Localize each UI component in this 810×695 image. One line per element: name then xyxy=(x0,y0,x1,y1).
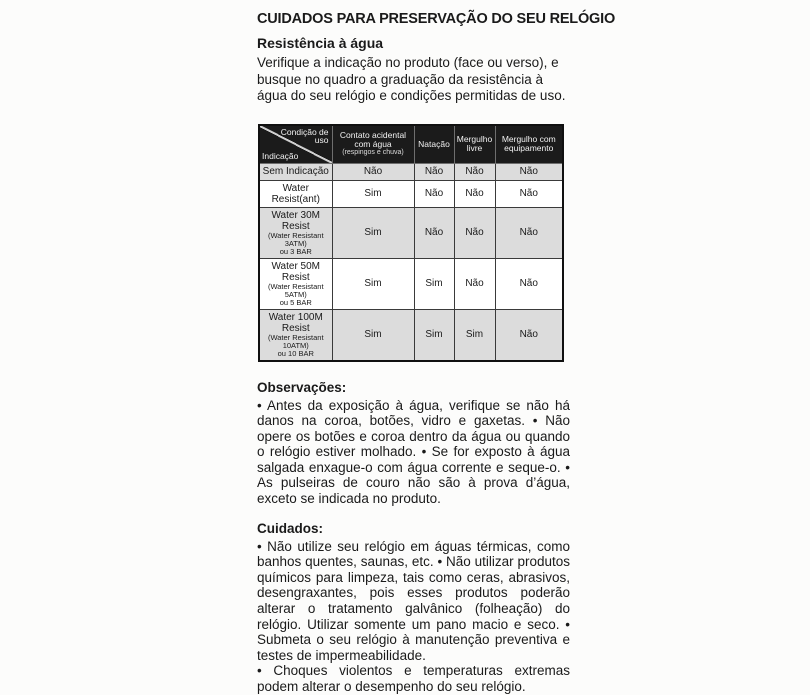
row-label-cell xyxy=(259,180,332,207)
column-header-label: Mergulho livre xyxy=(456,134,493,153)
table-cell: Não xyxy=(332,163,414,180)
table-cell: Não xyxy=(414,163,454,180)
column-header-contato-acidental xyxy=(332,125,414,164)
document-content xyxy=(257,10,616,695)
table-row-water-50m xyxy=(259,258,563,309)
table-cell: Não xyxy=(414,207,454,258)
section-heading-water-resistance: Resistência à água xyxy=(257,35,384,51)
table-cell: Não xyxy=(495,258,563,309)
table-cell: Sim xyxy=(454,309,495,361)
row-sublabel: ou 5 BAR xyxy=(279,297,312,307)
row-label-cell xyxy=(259,163,332,180)
table-cell: Sim xyxy=(414,258,454,309)
row-sublabel: (Water Resistant 10ATM) xyxy=(267,332,324,350)
table-header-row xyxy=(259,125,563,164)
table-cell: Sim xyxy=(332,207,414,258)
table-row-water-100m xyxy=(259,309,563,361)
row-label-cell xyxy=(259,207,332,258)
column-header-subnote: (respingos e chuva) xyxy=(342,149,404,157)
table-cell: Sim xyxy=(332,258,414,309)
table-cell: Sim xyxy=(332,180,414,207)
corner-label-indicacao: Indicação xyxy=(262,150,299,161)
table-corner-cell xyxy=(259,125,332,164)
intro-paragraph: Verifique a indicação no produto (face ou verso), e busque no quadro a graduação da resistência à água do seu relógio e condições permitidas de uso. xyxy=(257,55,566,103)
table-cell: Não xyxy=(495,163,563,180)
table-cell: Não xyxy=(454,163,495,180)
table-cell: Sim xyxy=(414,309,454,361)
row-sublabel: (Water Resistant 5ATM) xyxy=(267,281,324,299)
water-resistance-table xyxy=(258,124,564,362)
table-cell: Não xyxy=(454,258,495,309)
column-header-mergulho-livre xyxy=(454,125,495,164)
table-cell: Não xyxy=(454,207,495,258)
table-row-water-resistant xyxy=(259,180,563,207)
corner-label-condicao: Condição de uso xyxy=(280,126,329,145)
table-cell: Não xyxy=(495,207,563,258)
row-sublabel: ou 3 BAR xyxy=(279,246,312,256)
table-cell: Não xyxy=(495,180,563,207)
observacoes-text: • Antes da exposição à água, verifique se não há danos na coroa, botões, vidro e gaxetas. • Não opere os botões e coroa dentro da água ou quando o relógio estiver molhado. • Se for exposto à água salgada enxague-o com água corrente e seque-o. • As pulseiras de couro não são à prova d’água, exceto se indicada no produto. xyxy=(257,397,570,507)
table-cell: Não xyxy=(414,180,454,207)
cuidados-heading: Cuidados: xyxy=(257,520,323,536)
column-header-label: Natação xyxy=(418,138,450,149)
column-header-natacao xyxy=(414,125,454,164)
column-header-mergulho-equipamento xyxy=(495,125,563,164)
column-header-label: Mergulho com equipamento xyxy=(501,134,556,153)
cuidados-text-1: • Não utilize seu relógio em águas térmicas, como banhos quentes, saunas, etc. • Não utilizar produtos químicos para limpeza, tais como ceras, abrasivos, desengraxantes, pois esses produtos poderão alterar o tratamento galvânico (folheação) do relógio. Utilizar somente um pano macio e seco. • Submeta o seu relógio à manutenção preventiva e testes de impermeabilidade. xyxy=(257,538,570,663)
column-header-label: Contato acidental com água xyxy=(339,130,407,150)
row-label-cell xyxy=(259,309,332,361)
table-cell: Sim xyxy=(332,309,414,361)
table-cell: Não xyxy=(454,180,495,207)
row-label: Water 50M Resist xyxy=(271,260,321,283)
row-label: Water Resist(ant) xyxy=(271,182,320,205)
table-cell: Não xyxy=(495,309,563,361)
row-label: Water 100M Resist xyxy=(268,311,323,334)
table-row-water-30m xyxy=(259,207,563,258)
observacoes-heading: Observações: xyxy=(257,379,347,395)
row-label-cell xyxy=(259,258,332,309)
row-sublabel: (Water Resistant 3ATM) xyxy=(267,230,324,248)
page-title: CUIDADOS PARA PRESERVAÇÃO DO SEU RELÓGIO xyxy=(257,11,616,27)
cuidados-text-2: • Choques violentos e temperaturas extremas podem alterar o desempenho do seu relógio. xyxy=(257,663,570,694)
table-row-sem-indicacao xyxy=(259,163,563,180)
row-label: Sem Indicação xyxy=(262,166,329,177)
row-label: Water 30M Resist xyxy=(271,209,321,232)
row-sublabel: ou 10 BAR xyxy=(277,348,314,358)
